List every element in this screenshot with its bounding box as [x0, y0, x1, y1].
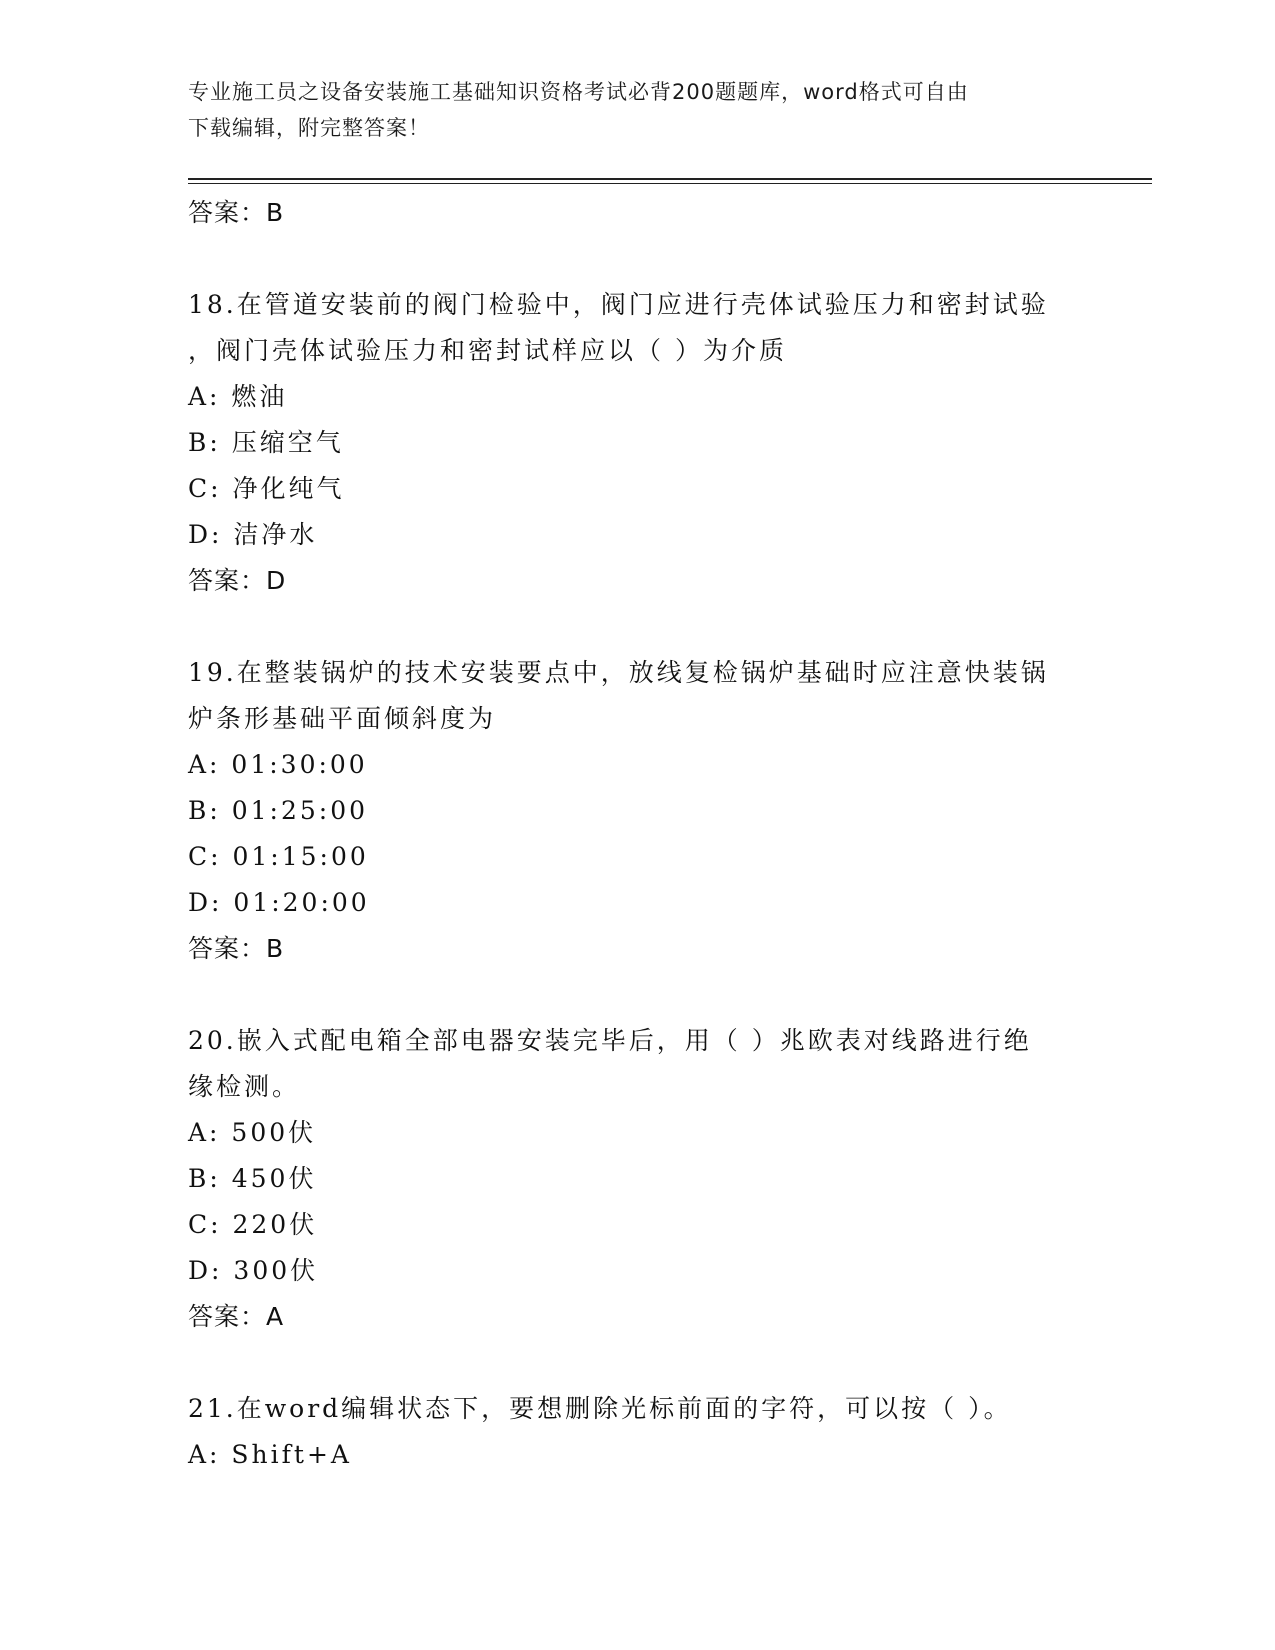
question-18	[188, 282, 1088, 604]
question-20	[188, 1018, 1088, 1340]
option-c: C: 220伏	[188, 1210, 318, 1239]
option-c: C: 01:15:00	[188, 842, 369, 871]
option-d: D: 01:20:00	[188, 888, 370, 917]
option-d: D: 300伏	[188, 1256, 319, 1285]
question-text-line: 19.在整装锅炉的技术安装要点中，放线复检锅炉基础时应注意快装锅	[188, 658, 1049, 687]
answer-19: 答案：B	[188, 934, 285, 963]
answer-18: 答案：D	[188, 566, 287, 595]
option-b: B: 450伏	[188, 1164, 317, 1193]
option-d: D: 洁净水	[188, 520, 318, 549]
answer-17: 答案：B	[188, 198, 285, 227]
header-divider-thin	[188, 183, 1152, 184]
header-line-1: 专业施工员之设备安装施工基础知识资格考试必背200题题库，word格式可自由	[188, 80, 969, 104]
question-text-line: ，阀门壳体试验压力和密封试样应以（ ）为介质	[188, 336, 787, 365]
option-a: A: 01:30:00	[188, 750, 368, 779]
header-line-2: 下载编辑，附完整答案！	[188, 116, 430, 140]
option-a: A: Shift+A	[188, 1440, 352, 1469]
header-divider-thick	[188, 178, 1152, 180]
document-header	[188, 74, 1088, 146]
question-text-line: 18.在管道安装前的阀门检验中，阀门应进行壳体试验压力和密封试验	[188, 290, 1049, 319]
option-a: A: 500伏	[188, 1118, 317, 1147]
question-21	[188, 1386, 1088, 1478]
option-a: A: 燃油	[188, 382, 288, 411]
question-list	[188, 190, 1088, 1478]
question-text-line: 炉条形基础平面倾斜度为	[188, 704, 497, 733]
question-19	[188, 650, 1088, 972]
option-b: B: 压缩空气	[188, 428, 344, 457]
answer-20: 答案：A	[188, 1302, 285, 1331]
question-text-line: 21.在word编辑状态下，要想删除光标前面的字符，可以按（ ）。	[188, 1394, 1012, 1423]
option-c: C: 净化纯气	[188, 474, 345, 503]
question-text-line: 20.嵌入式配电箱全部电器安装完毕后，用（ ）兆欧表对线路进行绝	[188, 1026, 1032, 1055]
option-b: B: 01:25:00	[188, 796, 369, 825]
question-text-line: 缘检测。	[188, 1072, 301, 1101]
